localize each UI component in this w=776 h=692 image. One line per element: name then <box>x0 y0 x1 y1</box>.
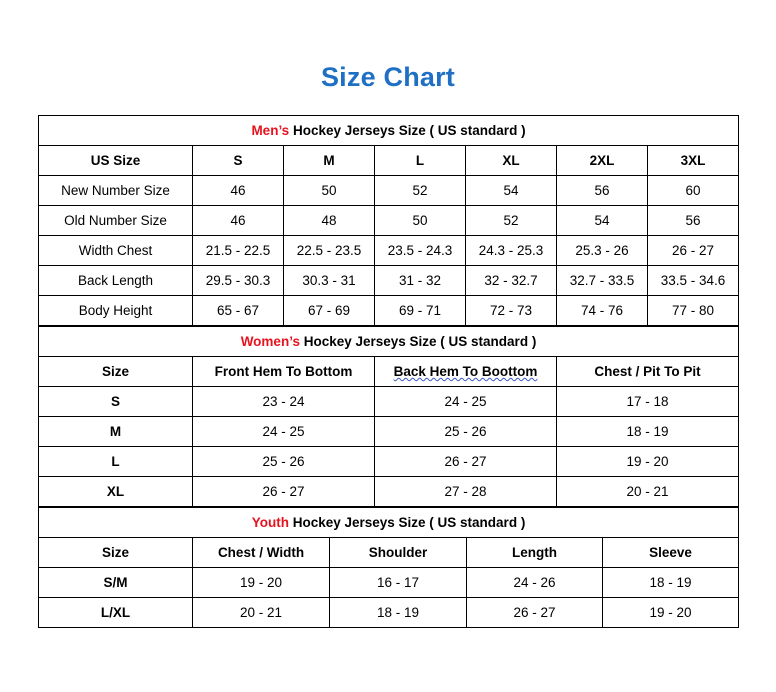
mens-cell: 33.5 - 34.6 <box>648 266 739 296</box>
mens-header-cell: 3XL <box>648 146 739 176</box>
table-row <box>39 176 739 206</box>
youth-cell: 18 - 19 <box>330 598 467 628</box>
youth-banner <box>39 508 739 538</box>
mens-cell: 50 <box>284 176 375 206</box>
mens-cell: 54 <box>466 176 557 206</box>
youth-banner-group: Youth <box>251 515 289 530</box>
mens-row-label: Width Chest <box>39 236 193 266</box>
womens-header-cell: Back Hem To Boottom <box>375 357 557 387</box>
youth-row-label: L/XL <box>39 598 193 628</box>
table-row <box>39 296 739 326</box>
youth-cell: 20 - 21 <box>193 598 330 628</box>
mens-cell: 52 <box>375 176 466 206</box>
mens-cell: 22.5 - 23.5 <box>284 236 375 266</box>
mens-row-label: New Number Size <box>39 176 193 206</box>
table-row <box>39 236 739 266</box>
youth-row-label: S/M <box>39 568 193 598</box>
womens-row-label: XL <box>39 477 193 507</box>
mens-header-cell: S <box>193 146 284 176</box>
mens-cell: 46 <box>193 176 284 206</box>
womens-header-cell: Size <box>39 357 193 387</box>
womens-header-cell: Front Hem To Bottom <box>193 357 375 387</box>
mens-cell: 25.3 - 26 <box>557 236 648 266</box>
table-row <box>39 266 739 296</box>
youth-header-cell: Chest / Width <box>193 538 330 568</box>
mens-cell: 21.5 - 22.5 <box>193 236 284 266</box>
table-row <box>39 568 739 598</box>
youth-header-cell: Sleeve <box>603 538 739 568</box>
womens-row-label: L <box>39 447 193 477</box>
mens-header-cell: US Size <box>39 146 193 176</box>
womens-banner <box>39 327 739 357</box>
table-banner-row <box>39 508 739 538</box>
mens-header-cell: M <box>284 146 375 176</box>
womens-cell: 20 - 21 <box>557 477 739 507</box>
mens-cell: 32.7 - 33.5 <box>557 266 648 296</box>
mens-cell: 32 - 32.7 <box>466 266 557 296</box>
womens-cell: 24 - 25 <box>375 387 557 417</box>
womens-row-label: S <box>39 387 193 417</box>
mens-cell: 23.5 - 24.3 <box>375 236 466 266</box>
youth-banner-rest: Hockey Jerseys Size ( US standard ) <box>288 515 526 530</box>
mens-banner-group: Men’s <box>251 123 290 138</box>
womens-cell: 23 - 24 <box>193 387 375 417</box>
mens-header-cell: L <box>375 146 466 176</box>
mens-cell: 30.3 - 31 <box>284 266 375 296</box>
youth-header-cell: Shoulder <box>330 538 467 568</box>
mens-cell: 69 - 71 <box>375 296 466 326</box>
mens-header-cell: XL <box>466 146 557 176</box>
womens-banner-rest: Hockey Jerseys Size ( US standard ) <box>299 334 537 349</box>
table-row <box>39 477 739 507</box>
womens-row-label: M <box>39 417 193 447</box>
mens-cell: 48 <box>284 206 375 236</box>
mens-banner <box>39 116 739 146</box>
womens-size-table <box>38 326 739 507</box>
mens-cell: 46 <box>193 206 284 236</box>
mens-row-label: Back Length <box>39 266 193 296</box>
mens-banner-rest: Hockey Jerseys Size ( US standard ) <box>289 123 526 138</box>
mens-header-cell: 2XL <box>557 146 648 176</box>
womens-banner-group: Women’s <box>240 334 300 349</box>
mens-cell: 77 - 80 <box>648 296 739 326</box>
mens-cell: 52 <box>466 206 557 236</box>
womens-cell: 17 - 18 <box>557 387 739 417</box>
mens-cell: 56 <box>557 176 648 206</box>
mens-cell: 54 <box>557 206 648 236</box>
womens-cell: 24 - 25 <box>193 417 375 447</box>
youth-cell: 19 - 20 <box>193 568 330 598</box>
table-row <box>39 206 739 236</box>
youth-cell: 18 - 19 <box>603 568 739 598</box>
table-banner-row <box>39 116 739 146</box>
table-row <box>39 447 739 477</box>
page-title: Size Chart <box>320 62 456 92</box>
womens-cell: 19 - 20 <box>557 447 739 477</box>
youth-header-cell: Size <box>39 538 193 568</box>
womens-cell: 26 - 27 <box>375 447 557 477</box>
mens-cell: 67 - 69 <box>284 296 375 326</box>
mens-cell: 56 <box>648 206 739 236</box>
womens-cell: 25 - 26 <box>193 447 375 477</box>
mens-cell: 72 - 73 <box>466 296 557 326</box>
mens-cell: 24.3 - 25.3 <box>466 236 557 266</box>
mens-cell: 26 - 27 <box>648 236 739 266</box>
youth-size-table <box>38 507 739 628</box>
womens-cell: 25 - 26 <box>375 417 557 447</box>
youth-cell: 24 - 26 <box>467 568 603 598</box>
womens-cell: 26 - 27 <box>193 477 375 507</box>
mens-cell: 74 - 76 <box>557 296 648 326</box>
table-header-row <box>39 146 739 176</box>
womens-cell: 18 - 19 <box>557 417 739 447</box>
youth-cell: 26 - 27 <box>467 598 603 628</box>
table-header-row <box>39 357 739 387</box>
table-row <box>39 387 739 417</box>
mens-cell: 60 <box>648 176 739 206</box>
table-banner-row <box>39 327 739 357</box>
mens-cell: 29.5 - 30.3 <box>193 266 284 296</box>
youth-cell: 16 - 17 <box>330 568 467 598</box>
table-row <box>39 417 739 447</box>
womens-header-cell: Chest / Pit To Pit <box>557 357 739 387</box>
mens-row-label: Body Height <box>39 296 193 326</box>
youth-cell: 19 - 20 <box>603 598 739 628</box>
size-chart-tables <box>38 115 738 628</box>
table-row <box>39 598 739 628</box>
mens-cell: 31 - 32 <box>375 266 466 296</box>
table-header-row <box>39 538 739 568</box>
mens-cell: 50 <box>375 206 466 236</box>
mens-cell: 65 - 67 <box>193 296 284 326</box>
youth-header-cell: Length <box>467 538 603 568</box>
mens-size-table <box>38 115 739 326</box>
mens-row-label: Old Number Size <box>39 206 193 236</box>
womens-cell: 27 - 28 <box>375 477 557 507</box>
